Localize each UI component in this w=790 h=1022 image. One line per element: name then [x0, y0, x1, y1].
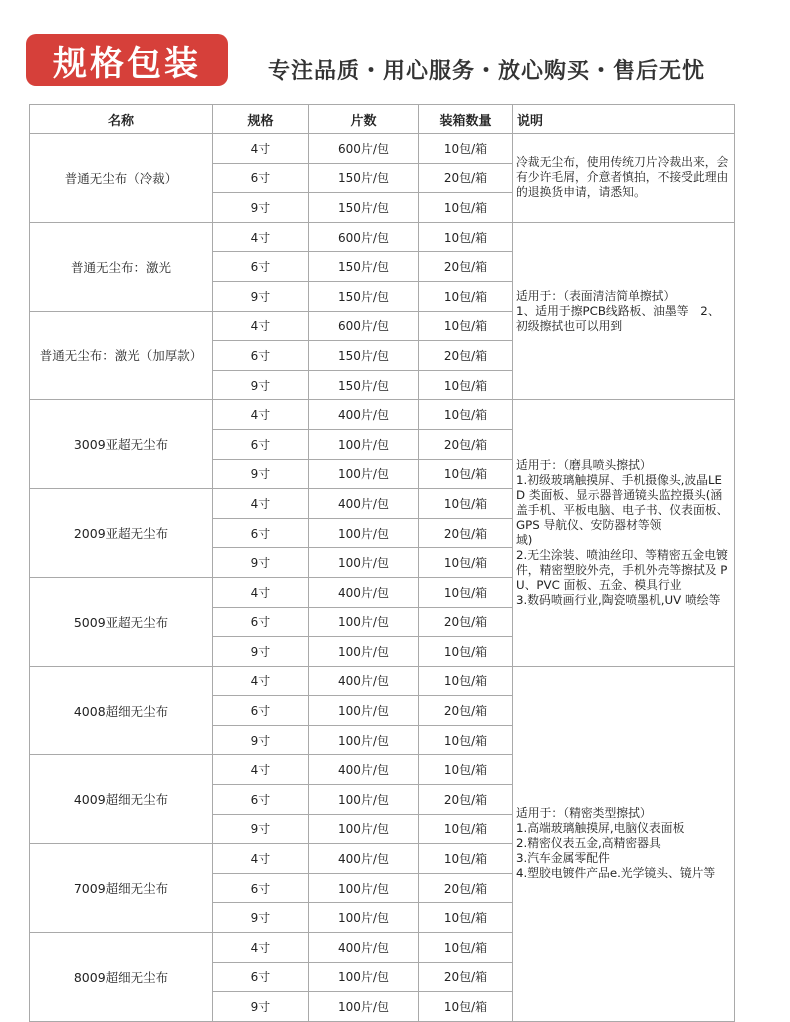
count-cell: 150片/包 — [309, 163, 419, 193]
count-cell: 400片/包 — [309, 400, 419, 430]
packing-cell: 10包/箱 — [419, 725, 513, 755]
size-cell: 6寸 — [213, 873, 309, 903]
size-cell: 4寸 — [213, 666, 309, 696]
count-cell: 400片/包 — [309, 666, 419, 696]
col-header-name: 名称 — [30, 105, 213, 134]
size-cell: 6寸 — [213, 341, 309, 371]
count-cell: 400片/包 — [309, 933, 419, 963]
size-cell: 6寸 — [213, 696, 309, 726]
size-cell: 6寸 — [213, 252, 309, 282]
size-cell: 6寸 — [213, 518, 309, 548]
packing-cell: 10包/箱 — [419, 577, 513, 607]
col-header-description: 说明 — [513, 105, 735, 134]
size-cell: 9寸 — [213, 637, 309, 667]
size-cell: 9寸 — [213, 459, 309, 489]
description-line: 1、适用于擦PCB线路板、油墨等 2、初级擦拭也可以用到 — [516, 303, 720, 333]
count-cell: 400片/包 — [309, 577, 419, 607]
product-name: 普通无尘布：激光（加厚款） — [30, 311, 213, 400]
count-cell: 100片/包 — [309, 962, 419, 992]
description-line: 域) — [516, 533, 533, 548]
size-cell: 4寸 — [213, 222, 309, 252]
packing-cell: 10包/箱 — [419, 222, 513, 252]
description-line: 3.数码喷画行业,陶瓷喷墨机,UV 喷绘等 — [516, 593, 721, 608]
count-cell: 150片/包 — [309, 281, 419, 311]
size-cell: 6寸 — [213, 429, 309, 459]
description-line: 1.初级玻璃触摸屏、手机摄像头,波晶LED 类面板、显示器普通镜头监控摄头(涵盖手机、平板电脑、电子书、仪表面板、GPS 导航仪、安防器材等领 — [516, 473, 729, 533]
table-header-row — [30, 105, 735, 134]
count-cell: 150片/包 — [309, 252, 419, 282]
count-cell: 150片/包 — [309, 193, 419, 223]
description-cell — [513, 222, 735, 400]
count-cell: 100片/包 — [309, 518, 419, 548]
size-cell: 4寸 — [213, 844, 309, 874]
count-cell: 400片/包 — [309, 489, 419, 519]
count-cell: 150片/包 — [309, 341, 419, 371]
description-line: 2.无尘涂装、喷油丝印、等精密五金电镀件，精密塑胶外壳，手机外壳等擦拭及 PU、PVC 面板、五金、模具行业 — [516, 548, 728, 593]
size-cell: 6寸 — [213, 962, 309, 992]
packing-cell: 20包/箱 — [419, 696, 513, 726]
count-cell: 100片/包 — [309, 459, 419, 489]
description-line: 冷裁无尘布，使用传统刀片冷裁出来，会有少许毛屑，介意者慎拍，不接受此理由的退换货申请，请悉知。 — [516, 155, 729, 200]
description-line: 2.精密仪表五金,高精密器具 — [516, 836, 661, 851]
count-cell: 100片/包 — [309, 903, 419, 933]
table-row — [30, 400, 735, 430]
packing-cell: 20包/箱 — [419, 252, 513, 282]
product-name: 4009超细无尘布 — [30, 755, 213, 844]
product-name: 3009亚超无尘布 — [30, 400, 213, 489]
packing-cell: 10包/箱 — [419, 370, 513, 400]
description-line: 4.塑胶电镀件产品e.光学镜头、镜片等 — [516, 866, 716, 881]
packing-cell: 10包/箱 — [419, 459, 513, 489]
section-badge: 规格包装 — [26, 34, 228, 86]
count-cell: 600片/包 — [309, 222, 419, 252]
packing-cell: 10包/箱 — [419, 548, 513, 578]
description-title: 适用于：（磨具喷头擦拭） — [516, 458, 652, 473]
product-name: 2009亚超无尘布 — [30, 489, 213, 578]
count-cell: 100片/包 — [309, 696, 419, 726]
count-cell: 100片/包 — [309, 548, 419, 578]
size-cell: 9寸 — [213, 281, 309, 311]
size-cell: 4寸 — [213, 400, 309, 430]
packing-cell: 20包/箱 — [419, 163, 513, 193]
size-cell: 6寸 — [213, 163, 309, 193]
size-cell: 4寸 — [213, 311, 309, 341]
size-cell: 9寸 — [213, 814, 309, 844]
count-cell: 100片/包 — [309, 607, 419, 637]
product-name: 5009亚超无尘布 — [30, 577, 213, 666]
count-cell: 600片/包 — [309, 311, 419, 341]
count-cell: 100片/包 — [309, 873, 419, 903]
packing-cell: 10包/箱 — [419, 311, 513, 341]
packing-cell: 10包/箱 — [419, 281, 513, 311]
packing-cell: 20包/箱 — [419, 518, 513, 548]
table-row — [30, 666, 735, 696]
size-cell: 9寸 — [213, 193, 309, 223]
product-name: 8009超细无尘布 — [30, 933, 213, 1022]
packing-cell: 10包/箱 — [419, 193, 513, 223]
packing-cell: 10包/箱 — [419, 134, 513, 164]
packing-cell: 20包/箱 — [419, 873, 513, 903]
size-cell: 9寸 — [213, 725, 309, 755]
packing-cell: 10包/箱 — [419, 637, 513, 667]
description-cell — [513, 666, 735, 1021]
count-cell: 100片/包 — [309, 785, 419, 815]
packing-cell: 10包/箱 — [419, 814, 513, 844]
count-cell: 400片/包 — [309, 755, 419, 785]
packing-cell: 20包/箱 — [419, 341, 513, 371]
product-name: 7009超细无尘布 — [30, 844, 213, 933]
size-cell: 9寸 — [213, 903, 309, 933]
packing-cell: 10包/箱 — [419, 400, 513, 430]
packing-cell: 20包/箱 — [419, 607, 513, 637]
size-cell: 4寸 — [213, 489, 309, 519]
packing-cell: 10包/箱 — [419, 666, 513, 696]
size-cell: 4寸 — [213, 134, 309, 164]
count-cell: 600片/包 — [309, 134, 419, 164]
description-cell — [513, 134, 735, 223]
col-header-size: 规格 — [213, 105, 309, 134]
slogan: 专注品质・用心服务・放心购买・售后无忧 — [268, 59, 706, 84]
description-title: 适用于：（表面清洁简单擦拭） — [516, 288, 676, 303]
count-cell: 100片/包 — [309, 992, 419, 1022]
packing-cell: 20包/箱 — [419, 962, 513, 992]
spec-table — [29, 104, 735, 1022]
size-cell: 4寸 — [213, 755, 309, 785]
col-header-packing: 装箱数量 — [419, 105, 513, 134]
product-name: 普通无尘布（冷裁） — [30, 134, 213, 223]
packing-cell: 10包/箱 — [419, 755, 513, 785]
packing-cell: 10包/箱 — [419, 933, 513, 963]
count-cell: 400片/包 — [309, 844, 419, 874]
table-body — [30, 134, 735, 1022]
size-cell: 4寸 — [213, 577, 309, 607]
table-row — [30, 134, 735, 164]
size-cell: 9寸 — [213, 370, 309, 400]
size-cell: 4寸 — [213, 933, 309, 963]
count-cell: 100片/包 — [309, 429, 419, 459]
size-cell: 6寸 — [213, 785, 309, 815]
table-row — [30, 222, 735, 252]
product-name: 普通无尘布：激光 — [30, 222, 213, 311]
description-title: 适用于：（精密类型擦拭） — [516, 806, 652, 821]
packing-cell: 10包/箱 — [419, 489, 513, 519]
description-cell — [513, 400, 735, 666]
page-header — [0, 0, 790, 100]
description-line: 1.高端玻璃触摸屏,电脑仪表面板 — [516, 821, 685, 836]
packing-cell: 10包/箱 — [419, 844, 513, 874]
packing-cell: 10包/箱 — [419, 992, 513, 1022]
description-line: 3.汽车金属零配件 — [516, 851, 610, 866]
size-cell: 6寸 — [213, 607, 309, 637]
product-name: 4008超细无尘布 — [30, 666, 213, 755]
packing-cell: 20包/箱 — [419, 429, 513, 459]
packing-cell: 10包/箱 — [419, 903, 513, 933]
count-cell: 150片/包 — [309, 370, 419, 400]
size-cell: 9寸 — [213, 548, 309, 578]
size-cell: 9寸 — [213, 992, 309, 1022]
count-cell: 100片/包 — [309, 814, 419, 844]
col-header-count: 片数 — [309, 105, 419, 134]
count-cell: 100片/包 — [309, 637, 419, 667]
count-cell: 100片/包 — [309, 725, 419, 755]
packing-cell: 20包/箱 — [419, 785, 513, 815]
